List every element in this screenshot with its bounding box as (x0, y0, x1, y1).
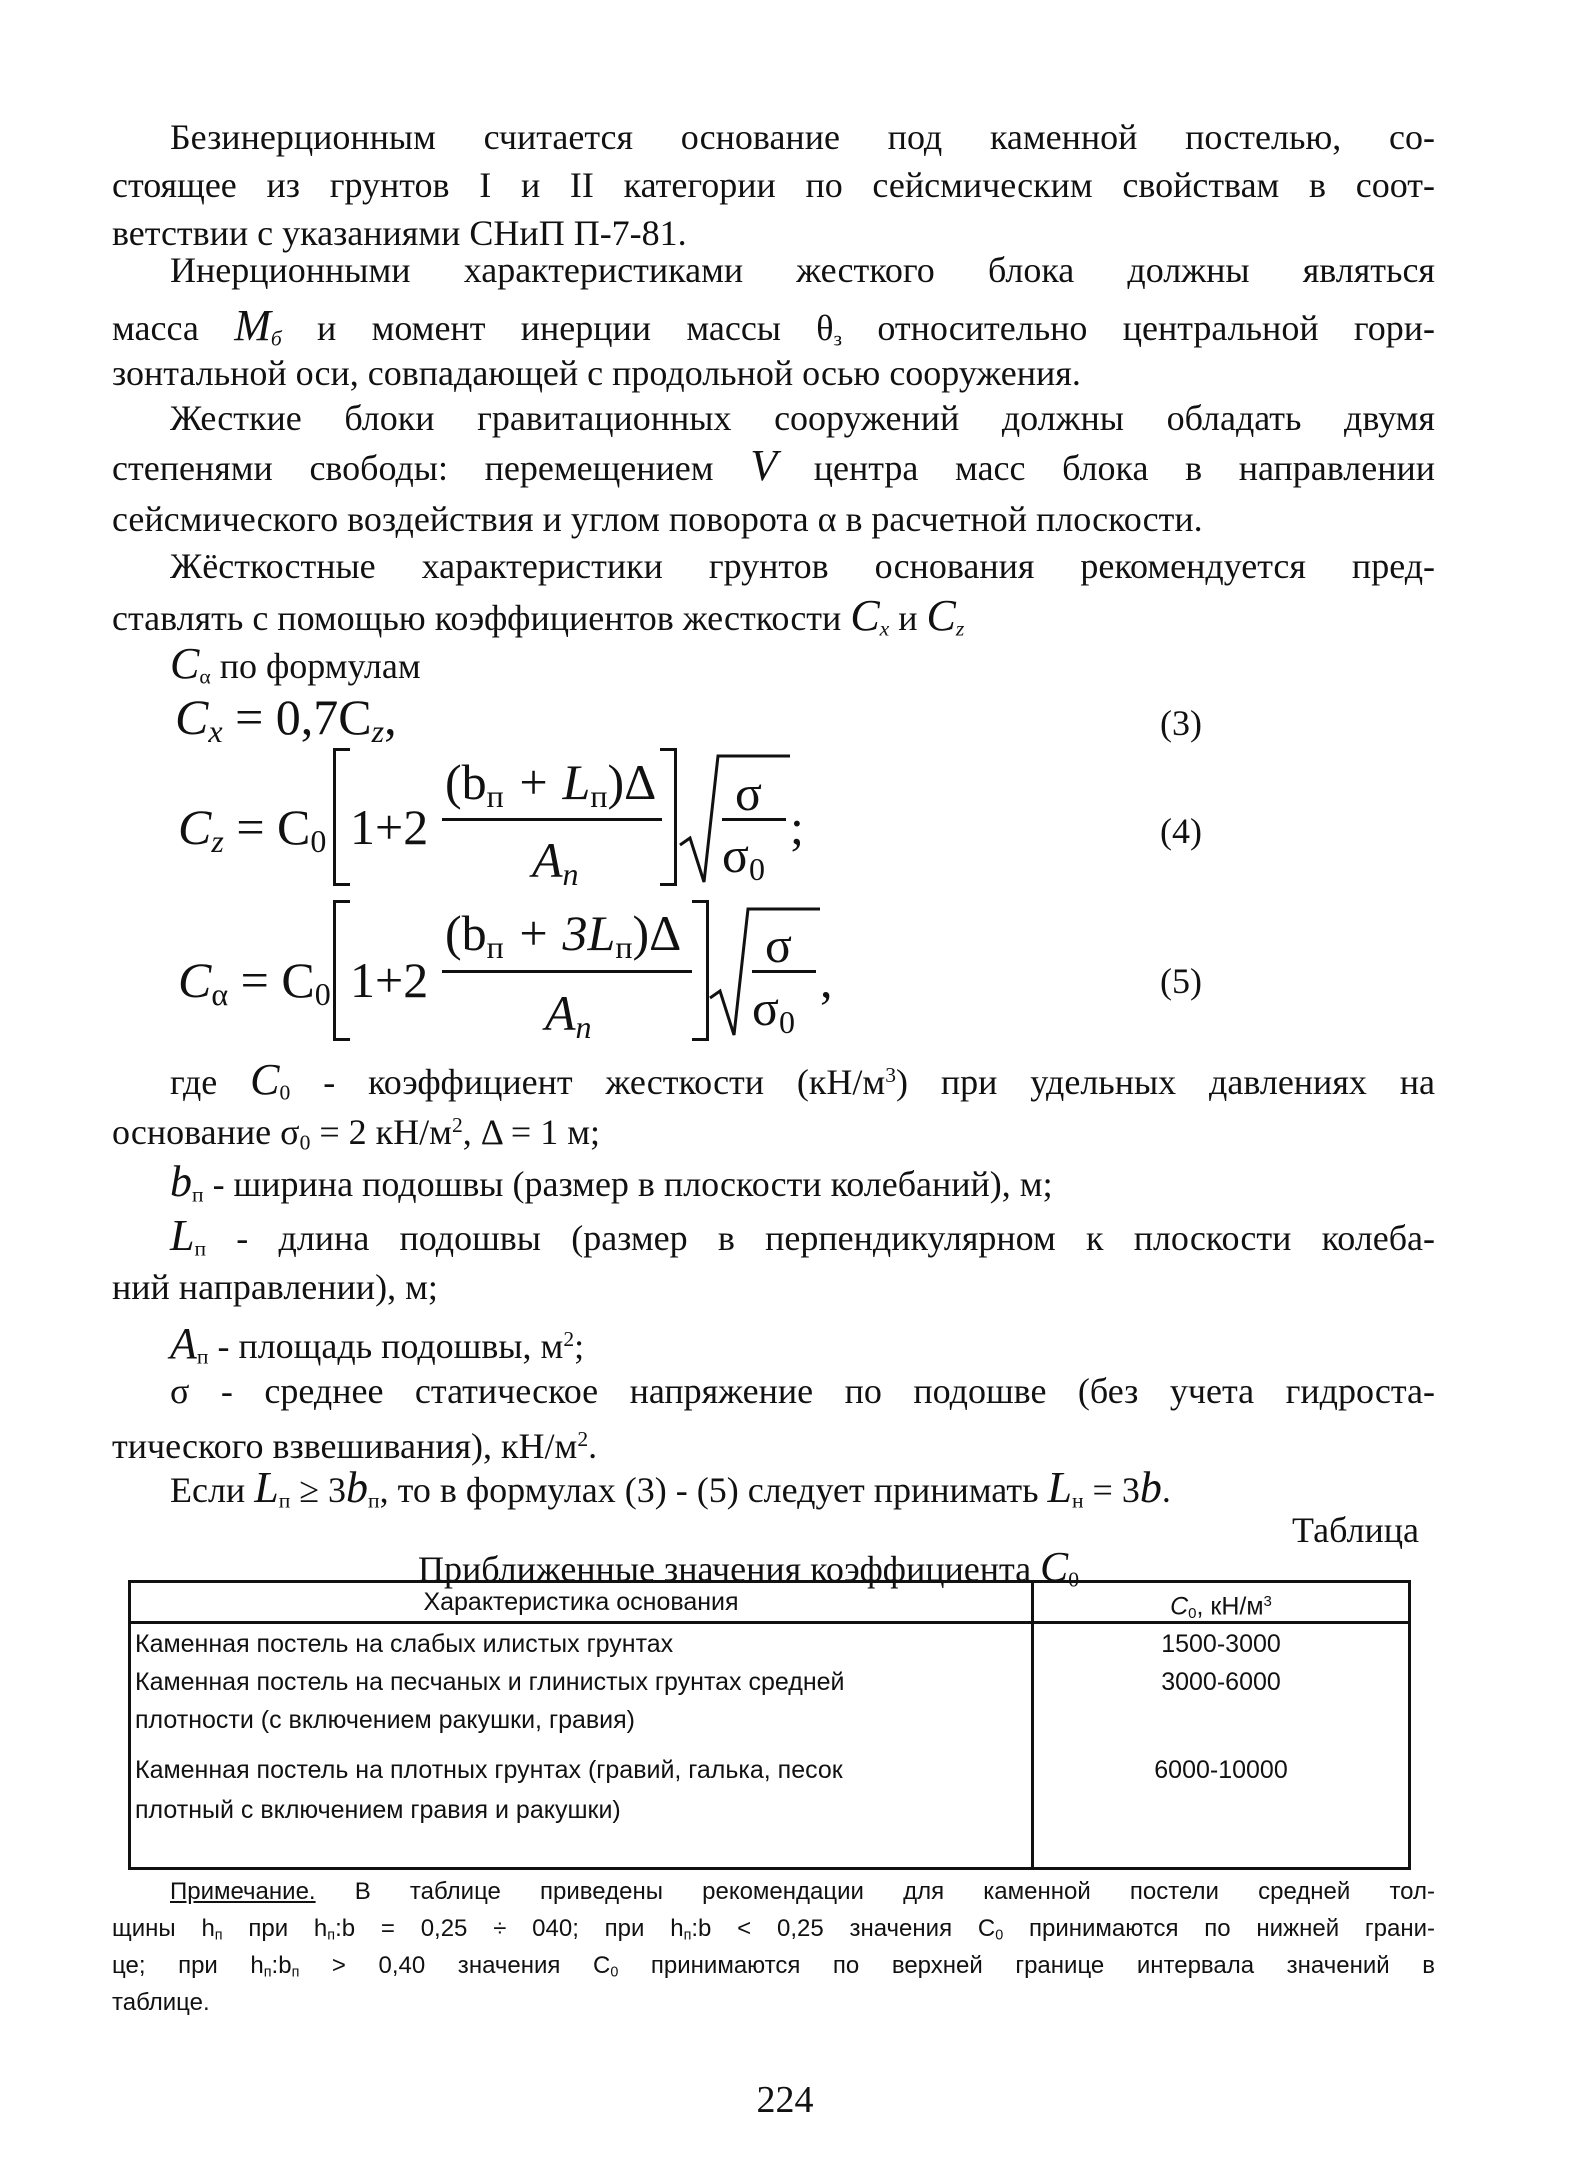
definition-a: $A_п$ - площадь подошвы, $м^2$; (170, 1318, 585, 1369)
formula-5-fraction-line (442, 970, 692, 973)
note-line-2: щины $h_п$ при $h_п:b = 0,25 \div 040$; при $h_п:b < 0,25$ значения $C_0$ принимаются по нижней грани- (112, 1915, 1436, 1944)
formula-5-number: (5) (1160, 961, 1202, 1001)
formula-4-left: $C_z = C_0$ (178, 799, 327, 859)
table-row-1-value: 1500-3000 (1161, 1630, 1281, 1658)
formula-5-numerator: $(b_п + 3L_п)\Delta$ (445, 905, 682, 965)
table-row-3-desc-line-1: Каменная постель на плотных грунтах (гравий, галька, песок (135, 1756, 843, 1784)
formula-4-fraction-line (442, 818, 662, 821)
table-row-1-desc: Каменная постель на слабых илистых грунтах (135, 1630, 674, 1658)
theta-symbol: $\theta_з$ (816, 308, 843, 351)
paragraph-2-line-1: Инерционными характеристиками жесткого блока должны являться (170, 250, 1435, 290)
page-number: 224 (756, 2079, 814, 2121)
paragraph-4-line-2: ставлять с помощью коэффициентов жесткости $C_x$ и $C_z$ (112, 591, 965, 641)
mass-symbol: $M_б$ (234, 301, 282, 351)
formula-3-number: (3) (1160, 703, 1202, 743)
note-line-3: це; при $h_п:b_п > 0,40$ значения $C_0$ принимаются по верхней границе интервала значений в (112, 1952, 1435, 1981)
table-header-characteristic: Характеристика основания (423, 1588, 739, 1616)
paragraph-1-line-2: стоящее из грунтов I и II категории по сейсмическим свойствам в соот- (112, 165, 1435, 205)
paragraph-3-line-3: сейсмического воздействия и углом поворота α в расчетной плоскости. (112, 499, 1203, 539)
table-caption: Приближенные значения коэффициента $C_0$ (418, 1545, 1079, 1592)
formula-5-sigma-line (752, 970, 816, 973)
paragraph-1-line-1: Безинерционным считается основание под каменной постелью, со- (170, 117, 1435, 157)
condition-line: Если $L_п \ge 3b_п$, то в формулах (3) - (5) следует принимать $L_н = 3b$. (170, 1463, 1171, 1513)
table-row-3-desc-line-2: плотный с включением гравия и ракушки) (135, 1796, 621, 1824)
formula-5-sigma0: $\sigma_0$ (752, 980, 795, 1040)
table-row-3-value: 6000-10000 (1154, 1756, 1288, 1784)
formula-4-one-plus-two: 1+2 (350, 799, 429, 855)
formula-4-denominator: $A_п$ (532, 832, 579, 892)
table-row-2-value: 3000-6000 (1161, 1668, 1281, 1696)
definition-sigma-line-1: σ - среднее статическое напряжение по подошве (без учета гидроста- (170, 1371, 1435, 1411)
definition-c0-line-2: основание $\sigma_0 = 2$ $кН/м^2$, Δ = 1 м; (112, 1111, 600, 1155)
definition-sigma-line-2: тического взвешивания), $кН/м^2$. (112, 1425, 598, 1466)
paragraph-1-line-3: ветствии с указаниями СНиП П-7-81. (112, 213, 687, 253)
paragraph-4-line-3: $C_\alpha$ по формулам (170, 639, 421, 689)
v-symbol: V (750, 441, 778, 490)
note-label: Примечание. (170, 1878, 316, 1905)
formula-4-numerator: $(b_п + L_п)\Delta$ (445, 754, 657, 814)
formula-5-one-plus-two: 1+2 (350, 952, 429, 1008)
definition-l-line-1: $L_п$ - длина подошвы (размер в перпендикулярном к плоскости колеба- (170, 1211, 1435, 1261)
formula-4-sigma: σ (735, 765, 762, 821)
table-header-c0: $C_0$, $кН/м^3$ (1170, 1592, 1272, 1622)
formula-4-sigma0: $\sigma_0$ (722, 827, 765, 887)
formula-5-end: , (820, 952, 833, 1008)
formula-4-number: (4) (1160, 811, 1202, 851)
paragraph-2-line-3: зонтальной оси, совпадающей с продольной осью сооружения. (112, 353, 1081, 393)
note-line-4: таблице. (112, 1989, 210, 2016)
definition-b: $b_п$ - ширина подошвы (размер в плоскости колебаний), м; (170, 1157, 1053, 1207)
alpha-symbol: α (817, 499, 837, 539)
formula-5-denominator: $A_п$ (545, 985, 592, 1045)
formula-4-left-bracket (333, 748, 350, 886)
paragraph-3-line-1: Жесткие блоки гравитационных сооружений должны обладать двумя (170, 398, 1435, 438)
coefficient-table (128, 1580, 1411, 1870)
formula-4-right-bracket (660, 748, 677, 886)
formula-4-end: ; (790, 799, 804, 855)
formula-5-right-bracket (692, 900, 709, 1041)
definition-l-line-2: ний направлении), м; (112, 1267, 438, 1307)
paragraph-3-line-2: степенями свободы: перемещением V центра масс блока в направлении (112, 441, 1436, 490)
table-label: Таблица (1292, 1510, 1419, 1550)
paragraph-4-line-1: Жёсткостные характеристики грунтов основания рекомендуется пред- (170, 546, 1435, 586)
formula-5-sigma: σ (765, 917, 792, 973)
table-row-2-desc-line-2: плотности (с включением ракушки, гравия) (135, 1706, 635, 1734)
formula-4-sigma-line (722, 818, 786, 821)
formula-3: $C_x = 0,7C_z$, (175, 689, 397, 749)
formula-5-left-bracket (333, 900, 350, 1041)
formula-5-left: $C_\alpha = C_0$ (178, 952, 331, 1012)
note-line-1: Примечание. В таблице приведены рекомендации для каменной постели средней тол- (170, 1878, 1435, 1905)
table-row-2-desc-line-1: Каменная постель на песчаных и глинистых грунтах средней (135, 1668, 845, 1696)
paragraph-2-line-2: масса $M_б$ и момент инерции массы $\theta_з$ относительно центральной гори- (112, 301, 1436, 351)
definition-c0-line-1: где $C_0$ - коэффициент жесткости $(кН/м^3)$ при удельных давлениях на (170, 1054, 1436, 1105)
